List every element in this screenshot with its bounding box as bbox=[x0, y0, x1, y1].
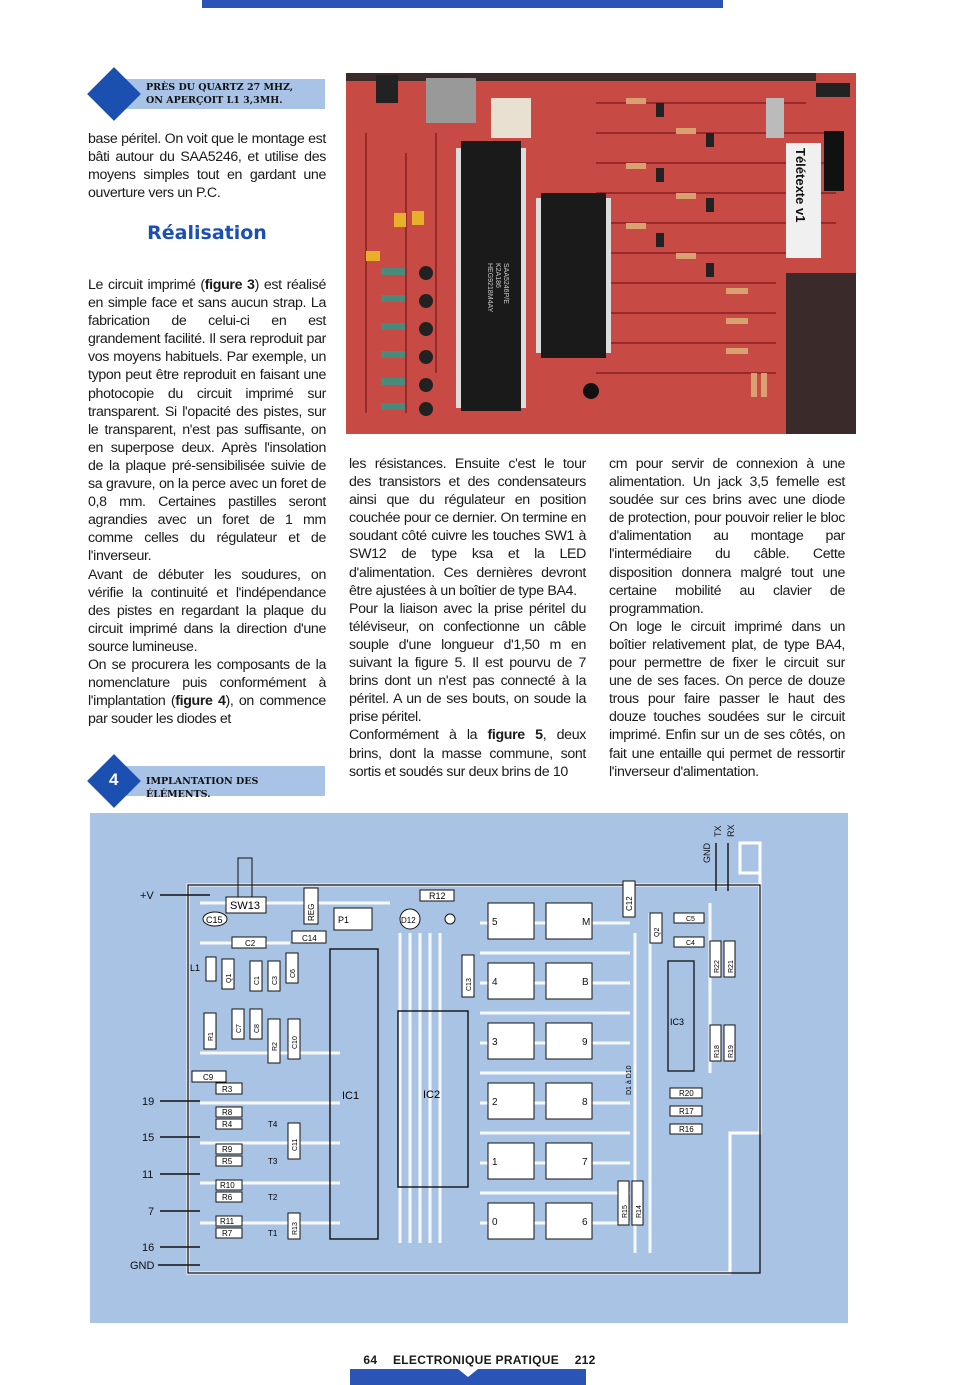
pin-label: +V bbox=[140, 890, 154, 902]
part-label: C12 bbox=[625, 896, 634, 911]
part-label: R20 bbox=[679, 1089, 694, 1098]
part-label: C8 bbox=[254, 1024, 261, 1033]
part-label: SW13 bbox=[230, 900, 260, 912]
part-label: IC1 bbox=[342, 1090, 360, 1102]
part-label: C15 bbox=[206, 915, 223, 925]
part-label: R3 bbox=[222, 1085, 233, 1094]
part-label: C9 bbox=[203, 1073, 214, 1082]
key-label: 0 bbox=[492, 1217, 498, 1228]
paragraph: Le circuit imprimé (figure 3) est réalisé en simple face et sans aucun strap. La fabrication de celui-ci en est grandement facilité. Il sera reproduit par vos moyens habituels. Par exemple, un typon peut être reproduit en faisant une photocopie du circuit imprimé sur transparent. Si l'opacité des pistes, sur le transparent, n'est pas suffisante, on en superpose deux. Après l'insolation de la plaque pré-sensibilisée suivie de sa gravure, on la perce avec un foret de 0,8 mm. Certaines pastilles seront agrandies avec un foret de 1 mm comme celles du régulateur et de l'inverseur. bbox=[88, 277, 326, 565]
part-label: T1 bbox=[268, 1229, 278, 1238]
part-label: R22 bbox=[714, 960, 721, 973]
part-label: D12 bbox=[401, 916, 416, 925]
figure-ref: figure 3 bbox=[204, 277, 255, 293]
key-label: B bbox=[582, 977, 589, 988]
part-label: C6 bbox=[290, 969, 297, 978]
paragraph: On se procurera les composants de la nomenclature puis conformément à l'implantation (figure 4), on commence par souder les diodes et bbox=[88, 656, 326, 728]
part-label: R17 bbox=[679, 1107, 694, 1116]
pin-label: RX bbox=[726, 824, 736, 837]
key-label: 2 bbox=[492, 1097, 498, 1108]
part-label: Q1 bbox=[226, 973, 233, 983]
paragraph: On loge le circuit imprimé dans un boîtier relativement plat, de type BA4, pour permettre de fixer le circuit sur une de ses faces. On perce de douze trous pour faire passer le haut des douze touches soudées sur le circuit imprimé. Enfin sur un de ses côtés, on fait une entaille qui permet de ressortir l'inverseur d'alimentation. bbox=[609, 618, 845, 780]
part-label: Q2 bbox=[654, 927, 661, 937]
part-label: T4 bbox=[268, 1120, 278, 1129]
part-label: C5 bbox=[686, 916, 695, 923]
part-label: R6 bbox=[222, 1193, 233, 1202]
part-label: R21 bbox=[728, 960, 735, 973]
component-layout-diagram bbox=[90, 813, 848, 1323]
paragraph: Avant de débuter les soudures, on vérifie la continuité et l'indépendance des pistes en regardant la plaque du circuit imprimé dans la direction d'une source lumineuse. bbox=[88, 566, 326, 655]
paragraph: Pour la liaison avec la prise péritel du téléviseur, on confectionne un câble souple d'une longueur d'1,50 m en suivant la figure 5. Il est pourvu de 7 brins dont un n'est pas connecté à la péritel. A un de ses bouts, on soude la prise péritel. bbox=[349, 600, 586, 726]
part-label: R14 bbox=[636, 1205, 643, 1218]
section-heading: Réalisation bbox=[147, 222, 267, 244]
part-label: IC2 bbox=[423, 1089, 441, 1101]
chip-label: SAA5246P/E bbox=[502, 263, 509, 304]
figure-caption-text: IMPLANTATION DES ÉLÉMENTS. bbox=[146, 776, 259, 800]
part-label: R9 bbox=[222, 1145, 233, 1154]
part-label: C3 bbox=[272, 976, 279, 985]
part-label: R15 bbox=[622, 1205, 629, 1218]
figure-ref: figure 5 bbox=[487, 727, 543, 744]
footer-notch bbox=[458, 1369, 478, 1377]
column-2 bbox=[349, 455, 586, 781]
key-label: 7 bbox=[582, 1157, 588, 1168]
part-label: C11 bbox=[292, 1138, 299, 1151]
board-label: Télétexte v1 bbox=[793, 148, 808, 223]
part-label: R19 bbox=[728, 1045, 735, 1058]
part-label: R16 bbox=[679, 1125, 694, 1134]
part-label: P1 bbox=[338, 915, 350, 925]
part-label: R11 bbox=[220, 1217, 235, 1226]
part-label: R2 bbox=[272, 1042, 279, 1051]
part-label: D1 à D10 bbox=[626, 1065, 633, 1095]
top-color-bar bbox=[202, 0, 723, 8]
part-label: T3 bbox=[268, 1157, 278, 1166]
paragraph: Conformément à la figure 5, deux brins, dont la masse commune, sont sortis et soudés sur deux brins de 10 bbox=[349, 727, 586, 780]
part-label: R12 bbox=[429, 891, 446, 901]
photo-caption bbox=[112, 79, 325, 109]
part-label: REG bbox=[307, 903, 316, 921]
paragraph: cm pour servir de connexion à une alimentation. Un jack 3,5 femelle est soudée sur ces brins avec une diode de protection, pour pouvoir relier le bloc d'alimentation au montage par l'intermédiaire du câble. Cette disposition donnera malgré tout une certaine mobilité au clavier de programmation. bbox=[609, 456, 845, 617]
key-label: 3 bbox=[492, 1037, 498, 1048]
part-label: C14 bbox=[302, 934, 317, 943]
caption-line-2: ON APERÇOIT L1 3,3ΜH. bbox=[146, 95, 283, 106]
column-3 bbox=[609, 455, 845, 781]
column-1-top bbox=[88, 130, 326, 202]
part-label: T2 bbox=[268, 1193, 278, 1202]
circuit-board-photo bbox=[346, 73, 856, 434]
key-label: 6 bbox=[582, 1217, 588, 1228]
part-label: R8 bbox=[222, 1108, 233, 1117]
key-label: 4 bbox=[492, 977, 498, 988]
paragraph: les résistances. Ensuite c'est le tour des transistors et des condensateurs ainsi que du régulateur en position couchée pour ce dernier. On termine en soudant côté cuivre les touches SW1 à SW12 de type ksa et la LED d'alimentation. Ces dernières devront être ajustées à un boîtier de type BA4. bbox=[349, 456, 586, 599]
part-label: R7 bbox=[222, 1229, 233, 1238]
pin-label: TX bbox=[713, 825, 723, 837]
pin-label: 16 bbox=[142, 1242, 155, 1254]
key-label: M bbox=[582, 917, 591, 928]
part-label: R5 bbox=[222, 1157, 233, 1166]
key-label: 8 bbox=[582, 1097, 588, 1108]
column-1 bbox=[88, 276, 326, 728]
figure-ref: figure 4 bbox=[175, 693, 226, 710]
caption-diamond-icon bbox=[87, 67, 141, 121]
key-label: 1 bbox=[492, 1157, 498, 1168]
part-label: L1 bbox=[190, 963, 201, 973]
part-label: IC3 bbox=[670, 1017, 685, 1027]
intro-paragraph: base péritel. On voit que le montage est bâti autour du SAA5246, et utilise des moyens simples tout en gardant une ouverture vers un P.C. bbox=[88, 131, 326, 202]
part-label: C13 bbox=[466, 978, 473, 991]
pin-label: 19 bbox=[142, 1096, 155, 1108]
part-label: R4 bbox=[222, 1120, 233, 1129]
part-label: C7 bbox=[236, 1024, 243, 1033]
pin-label: 7 bbox=[148, 1206, 155, 1218]
chip-label: HEG9218M4AY bbox=[486, 263, 493, 313]
key-label: 9 bbox=[582, 1037, 588, 1048]
figure-number: 4 bbox=[109, 770, 119, 789]
part-label: R13 bbox=[292, 1222, 299, 1235]
magazine-title: ELECTRONIQUE PRATIQUE bbox=[392, 1353, 560, 1367]
caption-line-1: PRÈS DU QUARTZ 27 MHZ, bbox=[146, 82, 294, 93]
part-label: C2 bbox=[245, 939, 256, 948]
part-label: C4 bbox=[686, 940, 695, 947]
issue-number: 212 bbox=[574, 1353, 596, 1367]
page-footer bbox=[0, 1353, 959, 1367]
part-label: R18 bbox=[714, 1045, 721, 1058]
pin-label: GND bbox=[130, 1260, 155, 1272]
part-label: C10 bbox=[292, 1036, 299, 1049]
pin-label: 15 bbox=[142, 1132, 155, 1144]
pin-label: GND bbox=[702, 843, 712, 863]
pin-label: 11 bbox=[142, 1169, 154, 1181]
part-label: C1 bbox=[254, 976, 261, 985]
chip-label: K2A186 bbox=[494, 263, 501, 288]
part-label: R1 bbox=[208, 1032, 215, 1041]
page-number: 64 bbox=[363, 1353, 378, 1367]
part-label: R10 bbox=[220, 1181, 235, 1190]
figure-caption bbox=[109, 766, 325, 800]
key-label: 5 bbox=[492, 917, 498, 928]
